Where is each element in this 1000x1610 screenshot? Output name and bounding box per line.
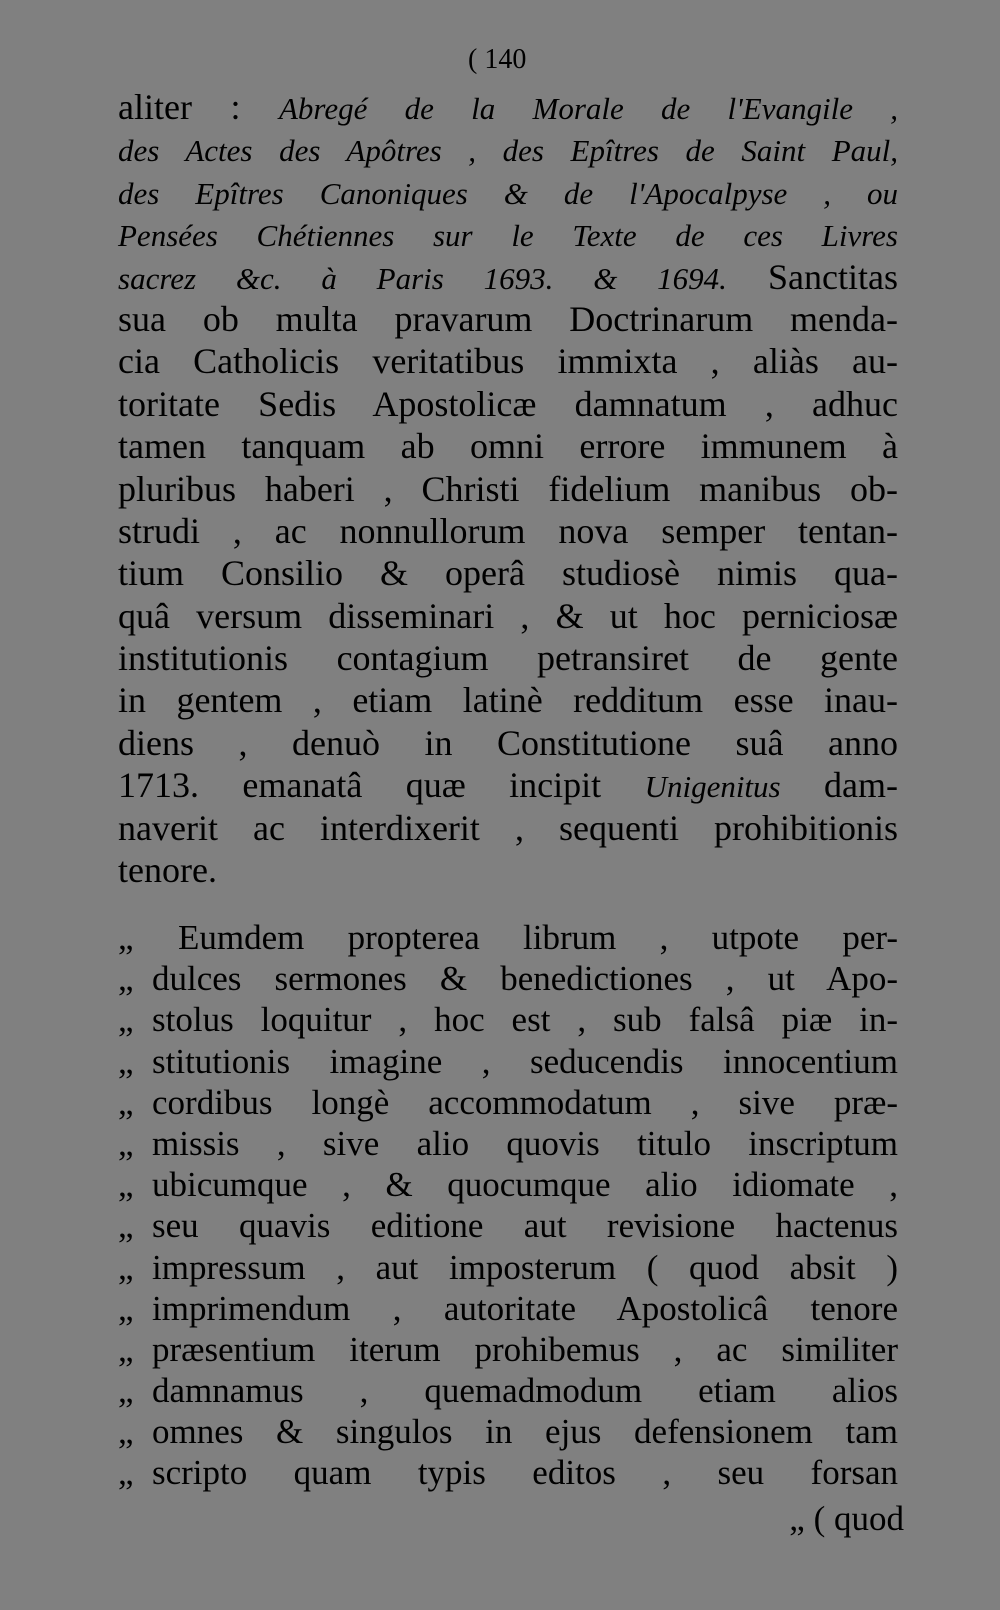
quote-text: imprimendum , autoritate Apostolicâ tenore	[152, 1288, 898, 1328]
quote-line	[118, 1082, 898, 1123]
quote-text: cordibus longè accommodatum , sive præ-	[152, 1082, 898, 1122]
text-line	[118, 383, 898, 425]
quote-line	[118, 1164, 898, 1205]
quote-text: impressum , aut imposterum ( quod absit )	[152, 1247, 898, 1287]
text-line	[118, 637, 898, 679]
text-segment: toritate Sedis Apostolicæ damnatum , adhuc	[118, 383, 898, 424]
quote-line	[118, 1205, 898, 1246]
italic-segment: des Epîtres Canoniques & de l'Apocalpyse , ou	[118, 175, 898, 211]
text-line	[118, 468, 898, 510]
text-line	[118, 213, 898, 255]
quote-line	[118, 999, 898, 1040]
quote-mark: „	[118, 1000, 134, 1040]
text-line	[118, 552, 898, 594]
quote-text: scripto quam typis editos , seu forsan	[152, 1453, 898, 1493]
text-line	[118, 425, 898, 467]
text-segment: tenore.	[118, 850, 217, 891]
italic-segment: Unigenitus	[644, 769, 781, 805]
quote-mark: „	[118, 1247, 134, 1287]
quote-mark: „	[118, 1329, 134, 1369]
text-segment: Sanctitas	[726, 256, 898, 297]
quote-line	[118, 1452, 898, 1493]
text-segment: cia Catholicis veritatibus immixta , aliàs au-	[118, 341, 898, 382]
quote-line	[118, 1123, 898, 1164]
text-segment: tamen tanquam ab omni errore immunem à	[118, 426, 898, 467]
quote-mark: „	[118, 1123, 134, 1163]
text-segment: sua ob multa pravarum Doctrinarum menda-	[118, 298, 898, 339]
quote-text: stitutionis imagine , seducendis innocentium	[152, 1041, 898, 1081]
text-line	[118, 256, 898, 298]
quote-line	[118, 1288, 898, 1329]
quote-line	[118, 1329, 898, 1370]
quote-text: stolus loquitur , hoc est , sub falsâ piæ in-	[152, 1000, 898, 1040]
text-line	[118, 86, 898, 128]
quote-text: omnes & singulos in ejus defensionem tam	[152, 1412, 898, 1452]
quote-text: ubicumque , & quocumque alio idiomate ,	[152, 1165, 898, 1205]
italic-segment: sacrez &c. à Paris 1693. & 1694.	[118, 260, 727, 296]
text-segment: diens , denuò in Constitutione suâ anno	[118, 722, 898, 763]
quote-mark: „	[118, 1165, 134, 1205]
quote-line	[118, 917, 898, 958]
text-segment: dam-	[780, 765, 899, 806]
quote-line	[118, 1247, 898, 1288]
text-segment: quâ versum disseminari , & ut hoc perniciosæ	[118, 595, 898, 636]
text-segment: 1713. emanatâ quæ incipit	[118, 765, 645, 806]
quote-mark: „	[118, 959, 134, 999]
text-line	[118, 171, 898, 213]
quote-mark: „	[118, 1288, 134, 1328]
quote-text: damnamus , quemadmodum etiam alios	[152, 1371, 898, 1411]
text-line	[118, 722, 898, 764]
text-line	[118, 807, 898, 849]
quote-line	[118, 1370, 898, 1411]
quote-mark: „	[118, 918, 134, 957]
text-line	[118, 298, 898, 340]
text-segment: pluribus haberi , Christi fidelium manibus ob-	[118, 468, 898, 509]
quote-text: dulces sermones & benedictiones , ut Apo-	[152, 959, 898, 999]
quote-mark: „	[118, 1206, 134, 1246]
quote-text: Eumdem propterea librum , utpote per-	[178, 918, 898, 957]
quote-line	[118, 1411, 898, 1452]
quote-mark: „	[118, 1041, 134, 1081]
text-line	[118, 764, 898, 806]
quote-mark: „	[118, 1412, 134, 1452]
quote-text: missis , sive alio quovis titulo inscriptum	[152, 1123, 898, 1163]
italic-segment: des Actes des Apôtres , des Epîtres de Saint Paul,	[118, 133, 898, 169]
quote-line	[118, 958, 898, 999]
italic-segment: Pensées Chétiennes sur le Texte de ces Livres	[118, 218, 898, 254]
quote-text: seu quavis editione aut revisione hactenus	[152, 1206, 898, 1246]
quote-mark: „	[118, 1453, 134, 1493]
text-segment: strudi , ac nonnullorum nova semper tentan-	[118, 510, 898, 551]
text-segment: aliter :	[118, 87, 279, 127]
quote-text: præsentium iterum prohibemus , ac similiter	[152, 1329, 898, 1369]
text-line	[118, 595, 898, 637]
quoted-decree	[118, 917, 898, 1494]
main-paragraph	[118, 86, 898, 891]
italic-segment: Abregé de la Morale de l'Evangile ,	[278, 91, 898, 126]
text-segment: in gentem , etiam latinè redditum esse inau-	[118, 680, 898, 721]
text-line	[118, 128, 898, 170]
text-segment: tium Consilio & operâ studiosè nimis qua-	[118, 553, 898, 594]
text-segment: institutionis contagium petransiret de gente	[118, 638, 898, 679]
text-line	[118, 679, 898, 721]
quote-mark: „	[118, 1082, 134, 1122]
quote-mark: „	[118, 1371, 134, 1411]
page-number: ( 140	[468, 44, 527, 75]
quote-line	[118, 1041, 898, 1082]
catchword: „ ( quod	[789, 1499, 904, 1538]
text-segment: naverit ac interdixerit , sequenti prohibitionis	[118, 807, 898, 848]
text-line	[118, 340, 898, 382]
text-line	[118, 510, 898, 552]
text-line	[118, 849, 898, 891]
